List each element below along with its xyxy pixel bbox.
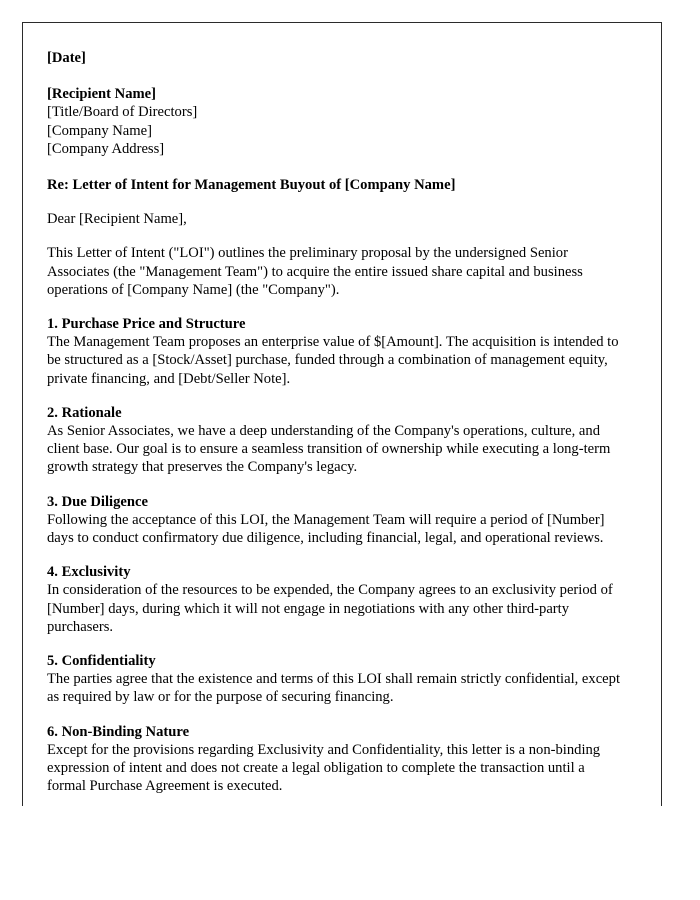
section-confidentiality — [47, 652, 621, 707]
intro-paragraph: This Letter of Intent ("LOI") outlines the preliminary proposal by the undersigned Senior Associates (the "Management Team") to acquire the entire issued share capital and business operations of [Company Name] (the "Company"). — [47, 245, 587, 298]
section-due-diligence — [47, 493, 621, 548]
section-heading: 3. Due Diligence — [47, 493, 148, 510]
section-body: In consideration of the resources to be expended, the Company agrees to an exclusivity period of [Number] days, during which it will not engage in negotiations with any other third-party purchasers. — [47, 582, 613, 635]
date-placeholder: [Date] — [47, 50, 86, 66]
spacer — [47, 477, 621, 493]
spacer — [47, 547, 621, 563]
recipient-company: [Company Name] — [47, 122, 152, 139]
subject-line: Re: Letter of Intent for Management Buyout of [Company Name] — [47, 177, 456, 194]
recipient-address: [Company Address] — [47, 140, 165, 157]
section-exclusivity — [47, 563, 621, 636]
section-heading: 2. Rationale — [47, 404, 122, 421]
spacer — [47, 228, 621, 244]
spacer — [47, 636, 621, 652]
recipient-address-block — [47, 85, 621, 158]
spacer — [47, 194, 621, 210]
spacer — [47, 707, 621, 723]
spacer — [47, 67, 621, 85]
section-heading: 6. Non-Binding Nature — [47, 723, 190, 740]
salutation: Dear [Recipient Name], — [47, 211, 187, 228]
document-page — [22, 22, 662, 806]
section-body: The Management Team proposes an enterprise value of $[Amount]. The acquisition is intended to be structured as a [Stock/Asset] purchase, funded through a combination of management equity, private financing, and [Debt/Seller Note]. — [47, 334, 619, 387]
section-body: As Senior Associates, we have a deep understanding of the Company's operations, culture, and client base. Our goal is to ensure a seamless transition of ownership while executing a long-term growth strategy that preserves the Company's legacy. — [47, 423, 611, 476]
recipient-name: [Recipient Name] — [47, 86, 157, 103]
section-body: Except for the provisions regarding Exclusivity and Confidentiality, this letter is a non-binding expression of intent and does not create a legal obligation to complete the transaction until a formal Purchase Agreement is executed. — [47, 741, 601, 795]
section-rationale — [47, 404, 621, 477]
section-heading: 4. Exclusivity — [47, 564, 131, 581]
section-heading: 5. Confidentiality — [47, 653, 156, 670]
spacer — [47, 388, 621, 404]
recipient-title: [Title/Board of Directors] — [47, 104, 198, 121]
section-body: Following the acceptance of this LOI, the Management Team will require a period of [Number] days to conduct confirmatory due diligence, including financial, legal, and operational reviews. — [47, 511, 605, 547]
spacer — [47, 299, 621, 315]
section-heading: 1. Purchase Price and Structure — [47, 316, 246, 333]
spacer — [47, 158, 621, 176]
section-purchase-price-and-structure — [47, 315, 621, 388]
letter-document — [23, 23, 661, 796]
section-non-binding-nature — [47, 723, 621, 796]
section-body: The parties agree that the existence and terms of this LOI shall remain strictly confidential, except as required by law or for the purpose of securing financing. — [47, 671, 620, 706]
